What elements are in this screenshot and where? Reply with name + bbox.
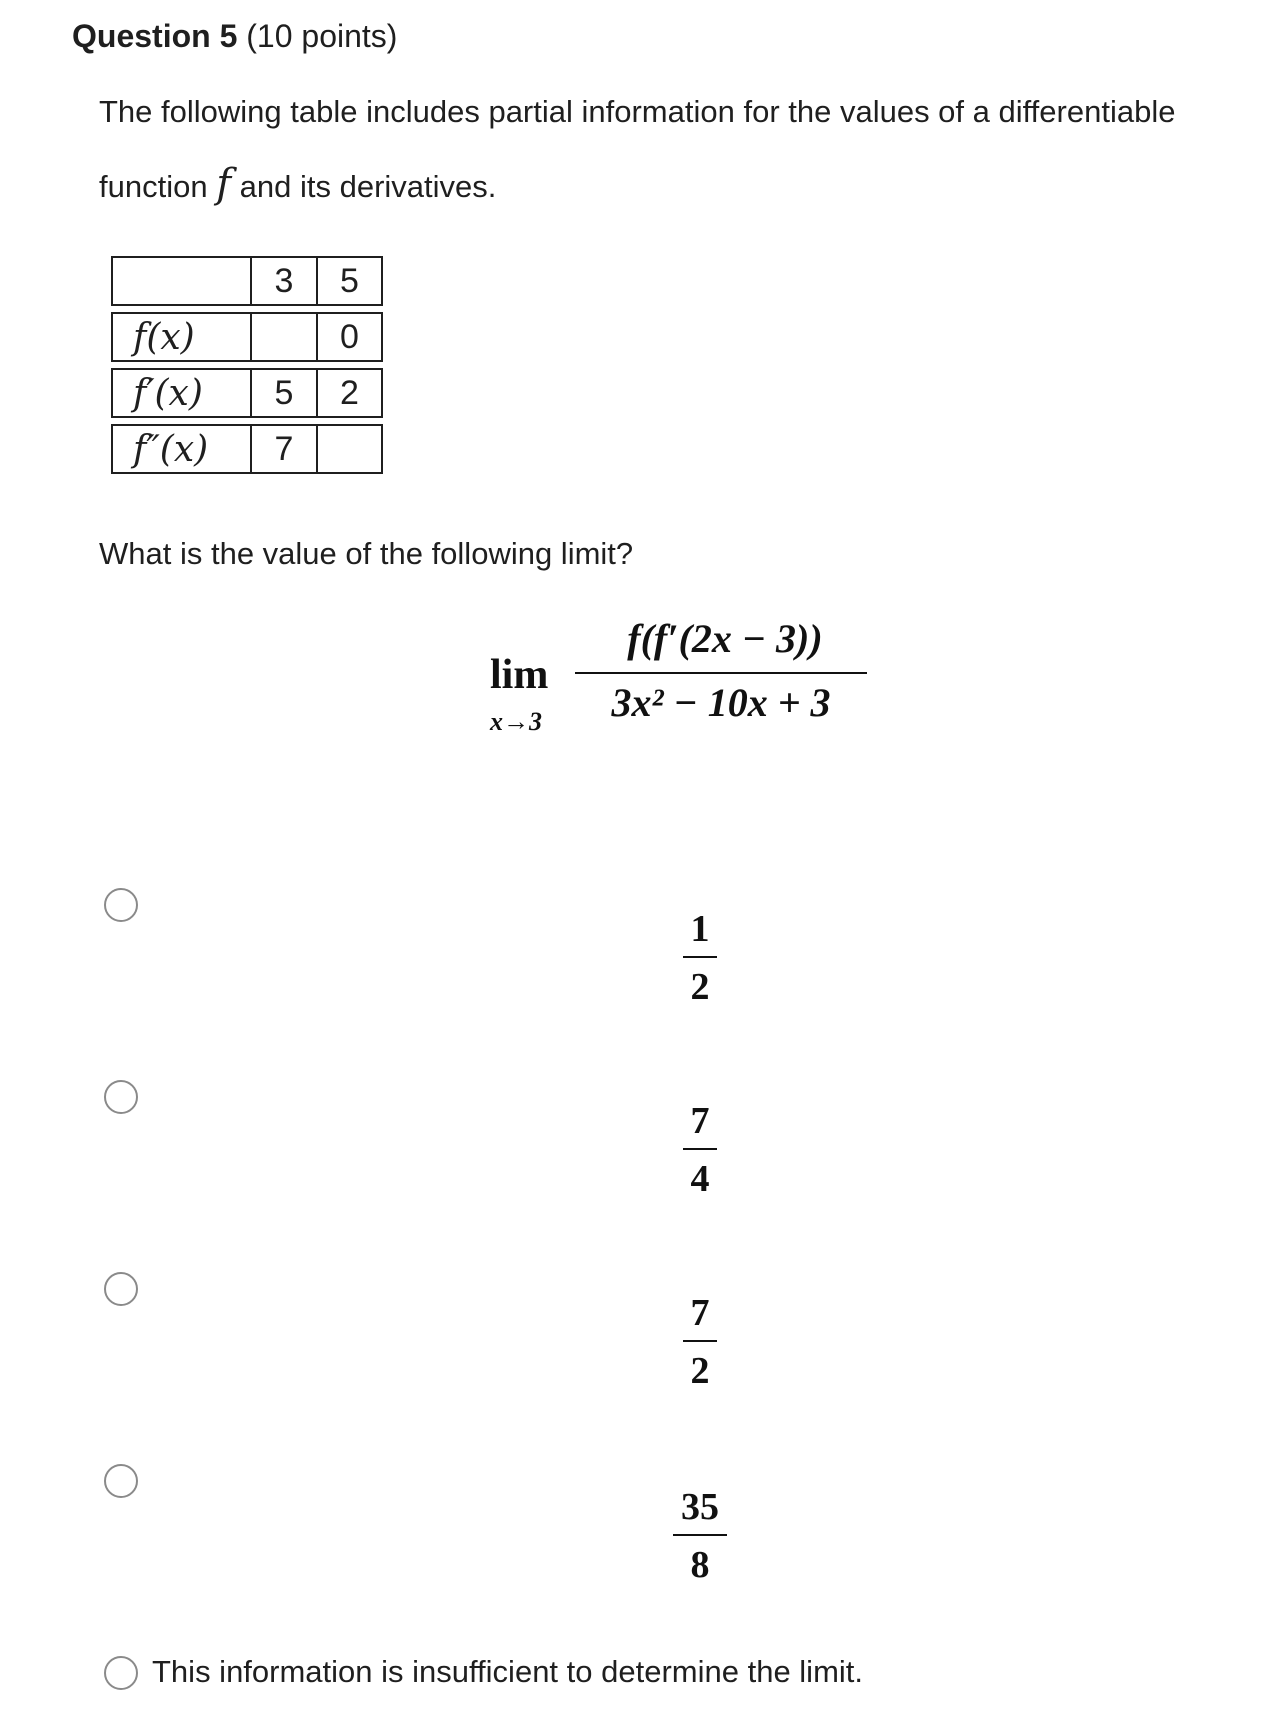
question-number: Question 5	[72, 18, 238, 54]
option-1-denominator: 2	[690, 966, 710, 1008]
table-header-cell: 3	[252, 256, 318, 306]
option-3-denominator: 2	[690, 1350, 710, 1392]
option-4-fraction	[654, 1484, 746, 1588]
fraction-bar	[575, 672, 867, 674]
intro-line-1: The following table includes partial information for the values of a differentiable	[99, 94, 1176, 129]
option-4-numerator: 35	[681, 1486, 719, 1528]
table-row-label	[111, 368, 252, 418]
option-1-numerator: 1	[690, 908, 710, 950]
table-cell: 7	[252, 424, 318, 474]
table-row-label	[111, 424, 252, 474]
option-1-fraction	[660, 906, 740, 1010]
option-3-fraction	[660, 1290, 740, 1394]
option-3-numerator: 7	[690, 1292, 710, 1334]
option-1-radio[interactable]	[104, 888, 138, 922]
option-2-fraction	[660, 1098, 740, 1202]
table-row-label-text: f(x)	[133, 316, 195, 358]
option-4-radio[interactable]	[104, 1464, 138, 1498]
option-5-label[interactable]: This information is insufficient to determine the limit.	[152, 1654, 864, 1689]
table-header-cell: 5	[318, 256, 383, 306]
option-4-bar	[673, 1534, 727, 1536]
table-header-cell	[111, 256, 252, 306]
function-symbol: f	[216, 161, 232, 207]
table-row	[111, 312, 383, 362]
lim-approach: x→3	[490, 707, 542, 736]
option-2-denominator: 4	[690, 1158, 710, 1200]
intro-line-2-suffix: and its derivatives.	[239, 169, 497, 204]
option-3-radio[interactable]	[104, 1272, 138, 1306]
option-2-radio[interactable]	[104, 1080, 138, 1114]
table-cell	[318, 424, 383, 474]
question-header	[72, 14, 397, 58]
option-3-bar	[683, 1340, 717, 1342]
question-prompt: What is the value of the following limit?	[99, 536, 634, 571]
table-row	[111, 424, 383, 474]
lim-word: lim	[490, 652, 549, 698]
table-row	[111, 368, 383, 418]
option-5-radio[interactable]	[104, 1656, 138, 1690]
limit-numerator: f(f′(2x − 3))	[627, 616, 823, 661]
option-1-bar	[683, 956, 717, 958]
table-cell: 5	[252, 368, 318, 418]
limit-denominator: 3x² − 10x + 3	[611, 680, 831, 725]
table-cell	[252, 312, 318, 362]
table-row-label	[111, 312, 252, 362]
table-row-label-text: f″(x)	[133, 428, 209, 470]
table-cell: 2	[318, 368, 383, 418]
intro-line-2-prefix: function	[99, 169, 208, 204]
table-cell: 0	[318, 312, 383, 362]
intro-line-2	[99, 161, 497, 207]
option-4-denominator: 8	[690, 1544, 710, 1586]
table-row-label-text: f′(x)	[133, 372, 203, 414]
table-header-row	[111, 256, 383, 306]
option-2-bar	[683, 1148, 717, 1150]
option-2-numerator: 7	[690, 1100, 710, 1142]
question-points: (10 points)	[246, 18, 398, 54]
